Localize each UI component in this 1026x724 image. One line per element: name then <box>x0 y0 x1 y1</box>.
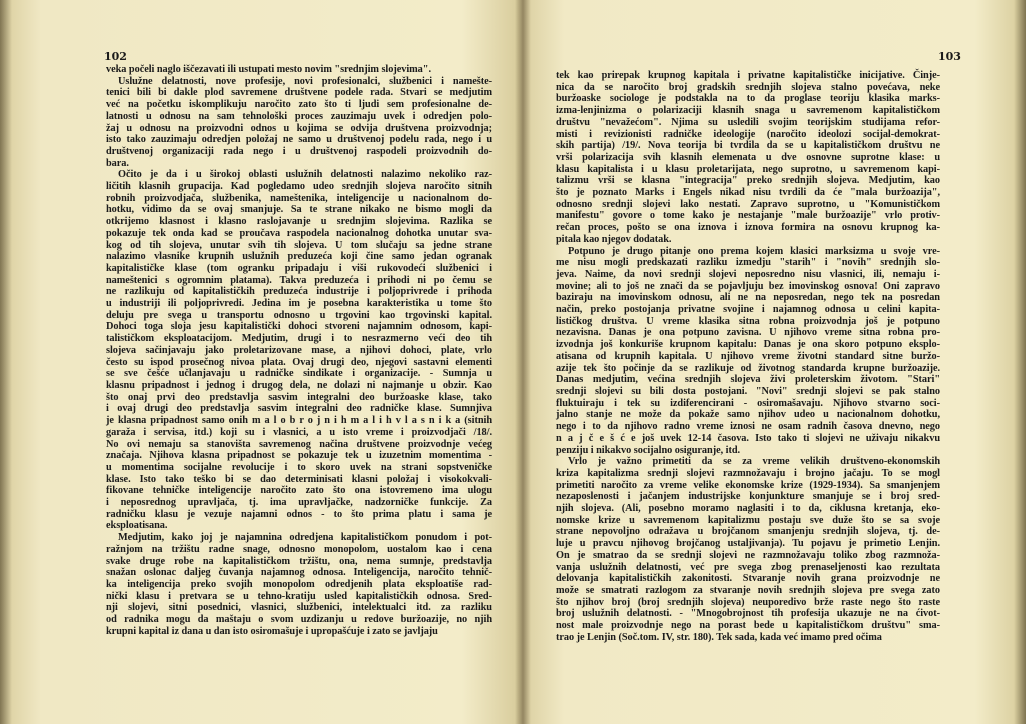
text-line: u industriji ili poljoprivredi. Jedina im je posebna karakteristika u tome što <box>106 298 492 310</box>
text-line: Uslužne delatnosti, nove profesije, novi profesionalci, službenici i namešte- <box>118 75 492 87</box>
text-line: nameštenici s ogromnim platama). Takva preduzeća i prihodi ni po čemu se <box>106 274 492 286</box>
text-line: društvu "nevažećom". Njima su usledili svojim teorijskim studijama refor- <box>556 116 940 128</box>
text-line: Vrlo je važno primetiti da se za vreme velikih društveno-ekonomskih <box>568 456 940 468</box>
right-page-text <box>556 70 940 643</box>
text-line: veka počeli naglo iščezavati ili ustupati mesto novim "srednjim slojevima". <box>106 64 431 75</box>
text-line: rečan proces, pošto se ona iznova i iznova formira na osnovu krupnog ka- <box>556 222 940 234</box>
text-line: broj uslužnih delatnosti. - "Mnogobrojnost tih profesija ukazuje ne na ćivot- <box>556 608 940 620</box>
text-line: izma-lenjinizma o polarizaciji klasnih snaga u savremenom kapitalističkom <box>556 105 940 117</box>
text-line: krupni kapital iz dana u dan isto osiromašuje i upropašćuje i zato se javljaju <box>106 625 438 637</box>
page-number-right: 103 <box>938 50 961 63</box>
page-number-left: 102 <box>104 50 127 63</box>
text-line: ne razlikuju od kapitalističkih preduzeća industrije i poljoprivrede i prihoda <box>106 286 492 298</box>
text-line: društvenoj organizaciji rada nego i u društvenoj raspodeli proizvodnih do- <box>106 145 492 157</box>
text-line: ka inteligencija preko svojih monopolom odredjenih plata eksploatiše rad- <box>106 578 492 590</box>
text-line: deluju pre svega u transportu odnosno u trgovini kao trgovinski kapital. <box>106 309 492 321</box>
text-line: nezaposlenosti i jačanjem industrijske konjunkture smanjuje se i broj sred- <box>556 491 940 503</box>
text-line: trao je Lenjin (Soč.tom. IV, str. 180). Tek sada, kada već imamo pred očima <box>556 631 882 643</box>
text-line: se sve češće učlanjavaju u radničke sindikate i organizacije. - Sumnja u <box>106 368 492 380</box>
text-line: lističkog društva. U vreme klasika sitna robna proizvodnja još je potpuno <box>556 315 940 327</box>
text-line: penziju i nikakvo socijalno osiguranje, itd. <box>556 444 741 456</box>
text-line: me nisu mogli predskazati razliku izmedju "starih" i "novih" srednjih slo- <box>556 257 940 269</box>
text-line: klasu kapitalista i u klasu proletarijata, nego suprotno, u savremenom kapi- <box>556 163 940 175</box>
text-line: Očito je da i u širokoj oblasti uslužnih delatnosti nalazimo nekoliko raz- <box>118 169 492 181</box>
text-line: tenici bili bi dakle plod savremene društvene podele rada. Stvari se medjutim <box>106 87 492 99</box>
text-line: fikovane tehničke inteligencije naročito zato što ona istovremeno ima ulogu <box>106 485 492 497</box>
text-line: klase. Isto tako teško bi se dao determinisati klasni položaj i visokokvali- <box>106 473 492 485</box>
right-page <box>526 0 1026 724</box>
text-line: On je smatrao da se srednji slojevi ne razmnožavaju toliko zbog razmnoža- <box>556 549 940 561</box>
text-line: način, preko postojanja privatne svojine i najamnog odnosa u celini kapita- <box>556 304 940 316</box>
text-line: snažan oslonac daljeg čuvanja najamnog odnosa. Inteligencija, naročito tehnič- <box>106 567 492 579</box>
text-line: tek kao prirepak krupnog kapitala i privatne kapitalističke inicijative. Činje- <box>556 70 940 81</box>
text-line: često su ispod prosečnog nivoa plata. Ovaj drugi deo, njegovi sastavni elementi <box>106 356 492 368</box>
text-line: No ovi nemaju sa stanovišta savremenog načina društvene proizvodnje većeg <box>106 438 492 450</box>
text-line: kriza kapitalizma srednji slojevi razmnožavaju i brojno jačaju. To se mogl <box>556 467 940 479</box>
text-line: buržoaske sociologe je podstakla na to da proglase teoriju klasika marks- <box>556 93 940 105</box>
text-line: nezavisna. Danas je ona potpuno zavisna. U njihovo vreme sitna robna pro- <box>556 327 940 339</box>
text-line: nost male proizvodnje nego na porast bede u kapitalističkom društvu" sma- <box>556 620 940 632</box>
text-line: nji slojevi, sitni posednici, vlasnici, službenici, intelektualci itd. za razliku <box>106 602 492 614</box>
text-line: ražnjom na tržištu radne snage, odnosno monopolom, uostalom kao i cena <box>106 543 492 555</box>
text-line: Potpuno je drugo pitanje ono prema kojem klasici marksizma u svoje vre- <box>568 245 940 257</box>
left-page-text <box>106 64 492 637</box>
text-line: Dohoci toga sloja jesu kapitalistički dohoci stvoreni najamnim odnosom, kapi- <box>106 321 492 333</box>
text-line: što je poznato Marks i Engels nikad nisu tvrdili da će "mala buržoazija", <box>556 187 940 199</box>
text-line: vanja uslužnih delatnosti, već pre svega zbog prenaseljenosti kao rezultata <box>556 561 940 573</box>
text-line: kog od tih slojeva, unutar svih tih slojeva. U tom slučaju sa jedne strane <box>106 239 492 251</box>
text-line: nalazimo vlasnike krupnih uslužnih preduzeća koji čine samo jedan ogranak <box>106 251 492 263</box>
text-line: Medjutim, kako joj je najamnina odredjena kapitalističkom ponudom i pot- <box>118 532 492 544</box>
text-line: garaža i servisa, itd.) koji su i vlasnici, a u isto vreme i proizvodjači /18/. <box>106 426 492 438</box>
text-line: nica da se naročito broj gradskih srednjih slojeva stalno povećava, neke <box>556 81 940 93</box>
text-line: bara. <box>106 157 129 169</box>
text-line: njih slojeva. (Ali, posebno moramo naglasiti i to da, ciklusna kretanja, eko- <box>556 503 940 515</box>
text-line: svake druge robe na kapitalističkom tržištu, ona, nema sumnje, predstavlja <box>106 555 492 567</box>
text-line: skih partija) /19/. Nova teorija bi tvrdila da se u kapitalističkom društvu ne <box>556 140 940 152</box>
text-line: jeva. Naime, da novi srednji slojevi neposredno nisu vlasnici, ili, nemaju i- <box>556 268 940 280</box>
text-line: od radnika mogu da maštaju o svom uzdizanju u redove buržoazije, no njih <box>106 614 492 626</box>
text-line: kapitalističke klase (tom ogranku pripadaju i viši rukovodeći službenici i <box>106 262 492 274</box>
text-line: što onaj prvi deo predstavlja sasvim integralni deo buržoaske klase, tako <box>106 391 492 403</box>
text-line: azije tek što počinje da se razlikuje od životnog standarda krupne buržoazije. <box>556 362 940 374</box>
text-line: slojeva sačinjavaju jako proletarizovane mase, a njihovi dohoci, plate, vrlo <box>106 344 492 356</box>
text-line: klasnu pripadnost i jednog i drugog dela, ne dolazi ni najmanje u obzir. Kao <box>106 379 492 391</box>
text-line: latnosti u odnosu na sam tehnološki proces zauzimaju uvek i odredjen polo- <box>106 110 492 122</box>
text-line: movine; ali to još ne znači da se pojavljuju bez imovinskog osnova! Oni zapravo <box>556 280 940 292</box>
text-line: može se smatrati razlogom za stvaranje novih srednjih slojeva pre svega zato <box>556 584 940 596</box>
text-line: već na početku iskomplikuju naročito zato što ti ljudi sem profesionalne de- <box>106 99 492 111</box>
text-line: što njihov broj (broj srednjih slojeva) neuporedivo brže raste nego što raste <box>556 596 940 608</box>
text-line: primetiti naročito za vreme velike ekonomske krize (1929-1934). Sa smanjenjem <box>556 479 940 491</box>
text-line: robnih proizvodjača, službenika, nameštenika, inteligencije u nacionalnom do- <box>106 192 492 204</box>
text-line: nički klasu i pretvara se u tehno-kratiju usled kapitalističkih odnosa. Sred- <box>106 590 492 602</box>
text-line: radničku klasu je vezuje najamni odnos - to što prima platu i sama je <box>106 508 492 520</box>
text-line: u momentima socijalne revolucije i to skoro uvek na strani sopstveničke <box>106 461 492 473</box>
text-line: Danas medjutim, većina srednjih slojeva živi proleterskim životom. "Stari" <box>556 374 940 386</box>
text-line: pitala kao njegov dodatak. <box>556 233 672 245</box>
text-line: baziraju na imovinskom odnosu, ali ne na neposredan, nego tek na posredan <box>556 292 940 304</box>
text-line: nego i to da njihovo radno vreme iznosi ne osam radnih časova dnevno, nego <box>556 421 940 433</box>
text-line: i neposrednog upravljača, tj. ima upravljačke, nadzorničke funkcije. Za <box>106 497 492 509</box>
text-line: otkrijemo klasnost i klasno raslojavanje u srednjim slojevima. Razlika se <box>106 216 492 228</box>
text-line: eksploatisana. <box>106 520 168 532</box>
text-line: jalno stanje ne može da pokaže samo njihov udeo u nacionalnom dohotku, <box>556 409 940 421</box>
text-line: vrši polarizacija svih klasnih elemenata u dve osnovne suprotne klase: u <box>556 151 940 163</box>
text-line: srednji slojevi su bili dosta postojani. "Novi" srednji slojevi se pak stalno <box>556 385 940 397</box>
text-line: n a j č e š ć e još uvek 12-14 časova. Isto tako ti slojevi ne uživaju nikakvu <box>556 432 940 444</box>
text-line: izvodnja još konkuriše krupnom kapitalu: Danas je ona skoro potpuno eksplo- <box>556 339 940 351</box>
text-line: hotku, vidimo da se ovaj smanjuje. Sa te strane nikako ne bismo mogli da <box>106 204 492 216</box>
text-line: talizmu vrši se klasna "integracija" preko srednjih slojeva. Medjutim, kao <box>556 175 940 187</box>
text-line: značaja. Njihova klasna pripadnost se pokazuje tek u izuzetnim momentima - <box>106 450 492 462</box>
text-line: isto tako zauzimaju odredjen položaj ne samo u društvenoj podelu rada, nego i u <box>106 134 492 146</box>
text-line: strane nepovoljno odražava u brojčanom smanjenju srednjih slojeva, tj. de- <box>556 526 940 538</box>
text-line: delovanja kapitalističkih zakonitosti. Stvaranje novih grana proizvodnje ne <box>556 573 940 585</box>
text-line: nomske krize u savremenom kapitalizmu postaju sve duže što se sa svoje <box>556 514 940 526</box>
text-line: je klasna pripadnost samo onih m a l o b r o j n i h m a l i h v l a s n i k a (sitnih <box>106 415 492 427</box>
text-line: fluktuiraju i tek su izdiferencirani - osiromašavaju. Njihovo stvarno soci- <box>556 397 940 409</box>
text-line: pokazuje tek onda kad se proučava raspodela nacionalnog dohotka unutar sva- <box>106 227 492 239</box>
text-line: talističkom eksploatacijom. Medjutim, drugi i to nesrazmerno veći deo tih <box>106 333 492 345</box>
text-line: manifestu" govore o tome kako je nestajanje "male buržoazije" vrlo protiv- <box>556 210 940 222</box>
text-line: ličitih klasnih grupacija. Kad pogledamo udeo srednjih slojeva naročito sitnih <box>106 181 492 193</box>
text-line: luje u pravcu njihovog brojčanog ustaljivanja). Tu pojavu je primetio Lenjin. <box>556 538 940 550</box>
text-line: žaj u odnosu na proizvodni odnos u kojima se odvija društvena proizvodnja; <box>106 122 492 134</box>
text-line: odnosno srednji slojevi lako nestati. Zapravo suprotno, u "Komunističkom <box>556 198 940 210</box>
text-line: atisana od krupnih kapitala. U njihovo vreme životni standard sitne buržo- <box>556 350 940 362</box>
text-line: misti i revizionisti radničke ideologije (naročito ideolozi socijal-demokrat- <box>556 128 940 140</box>
text-line: i ovaj drugi deo predstavlja sasvim integralni deo radničke klase. Sumnjiva <box>106 403 492 415</box>
